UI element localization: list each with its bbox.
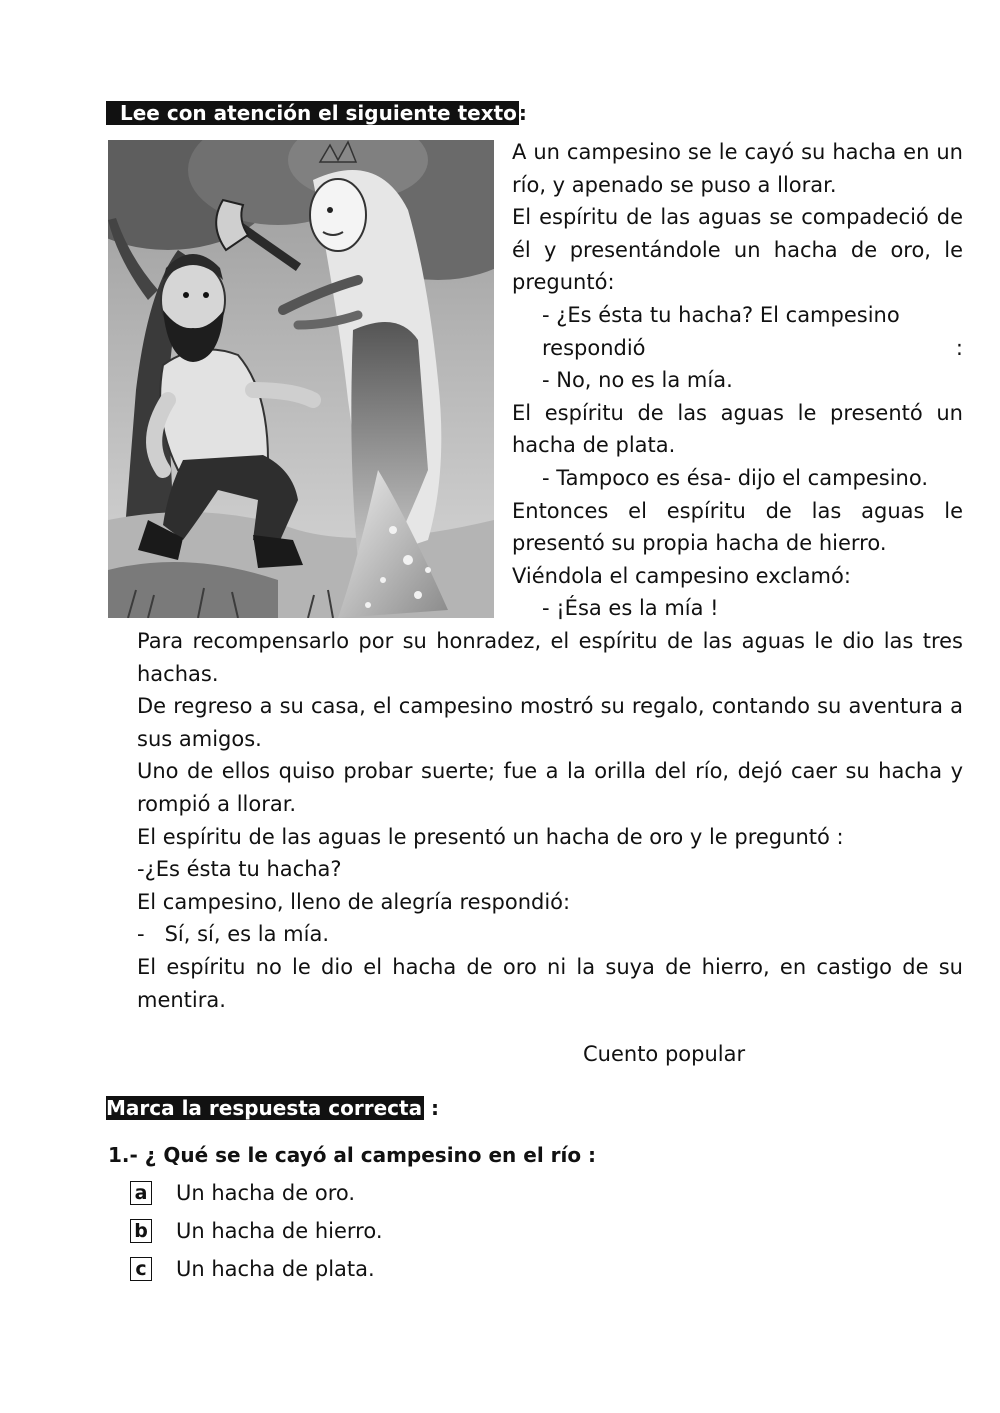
story-paragraph: A un campesino se le cayó su hacha en un río, y apenado se puso a llorar. — [512, 140, 963, 197]
story-paragraph: El espíritu de las aguas le presentó un hacha de plata. — [512, 400, 963, 458]
option-checkbox[interactable]: c — [130, 1257, 152, 1281]
question-1-option-a[interactable] — [130, 1178, 355, 1208]
illustration-svg — [108, 140, 494, 618]
story-dialogue: - ¿Es ésta tu hacha? El campesino respondió : — [542, 302, 963, 360]
question-1-option-c[interactable] — [130, 1254, 375, 1284]
question-1: 1.- ¿ Qué se le cayó al campesino en el río : — [108, 1143, 597, 1167]
story-dialogue: - ¡Ésa es la mía ! — [542, 596, 719, 621]
story-paragraph: Para recompensarlo por su honradez, el espíritu de las aguas le dio las tres hachas. — [137, 629, 963, 686]
story-dialogue: -¿Es ésta tu hacha? — [137, 857, 342, 882]
section-heading-read-title: Lee con atención el siguiente texto — [106, 101, 519, 125]
story-dialogue: - Sí, sí, es la mía. — [137, 922, 329, 947]
story-credit: Cuento popular — [583, 1042, 746, 1066]
option-text: Un hacha de plata. — [176, 1257, 375, 1281]
option-text: Un hacha de hierro. — [176, 1219, 383, 1243]
option-text: Un hacha de oro. — [176, 1181, 356, 1205]
story-paragraph: El espíritu de las aguas le presentó un hacha de oro y le preguntó : — [137, 824, 844, 849]
story-paragraph: De regreso a su casa, el campesino mostró su regalo, contando su aventura a sus amigos. — [137, 694, 963, 751]
story-full-width — [137, 625, 963, 1016]
story-paragraph: El espíritu no le dio el hacha de oro ni la suya de hierro, en castigo de su mentira. — [137, 954, 963, 1012]
section-heading-mark-title: Marca la respuesta correcta — [106, 1096, 423, 1120]
story-paragraph: El campesino, lleno de alegría respondió: — [137, 889, 571, 914]
woodcutter-and-water-spirit-illustration — [108, 140, 494, 618]
story-paragraph: El espíritu de las aguas se compadeció de él y presentándole un hacha de oro, le preguntó: — [512, 205, 963, 295]
story-paragraph: Entonces el espíritu de las aguas le presentó su propia hacha de hierro. — [512, 498, 963, 556]
story-dialogue: - Tampoco es ésa- dijo el campesino. — [542, 465, 929, 490]
section-heading-read — [106, 99, 527, 127]
section-heading-mark — [106, 1094, 439, 1122]
story-right-column — [512, 136, 963, 625]
story-dialogue: - No, no es la mía. — [542, 368, 733, 393]
story-paragraph: Viéndola el campesino exclamó: — [512, 563, 851, 588]
section-heading-read-suffix: : — [518, 101, 527, 125]
question-1-option-b[interactable] — [130, 1216, 383, 1246]
option-checkbox[interactable]: b — [130, 1219, 152, 1243]
story-paragraph: Uno de ellos quiso probar suerte; fue a la orilla del río, dejó caer su hacha y rompió a llorar. — [137, 759, 963, 816]
option-checkbox[interactable]: a — [130, 1181, 152, 1205]
section-heading-mark-suffix: : — [424, 1096, 440, 1120]
